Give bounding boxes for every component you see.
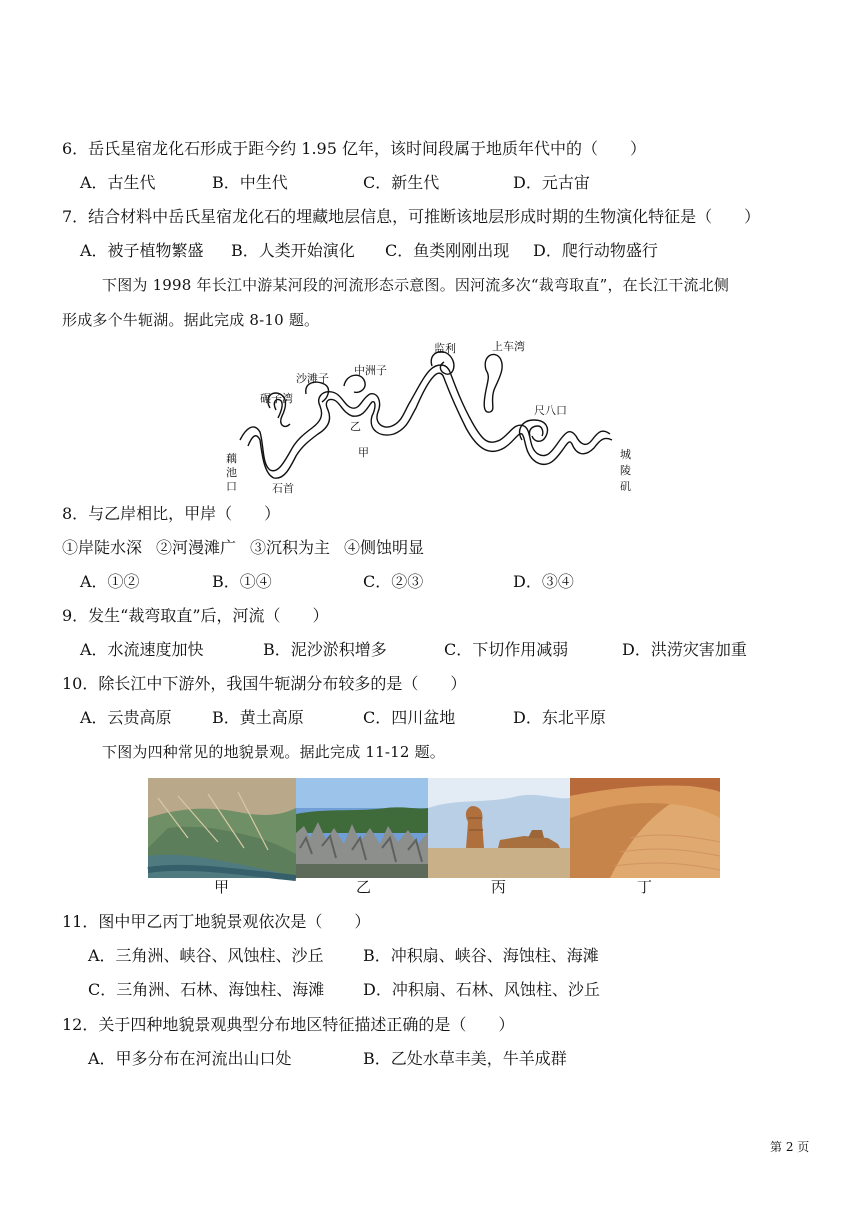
q8-options: [80, 572, 780, 592]
q10-option-a: A．云贵高原: [80, 708, 172, 727]
q6-options: [80, 173, 780, 193]
q9-stem: 9．发生“裁弯取直”后，河流（ ）: [62, 606, 329, 625]
q6-option-d: D．元古宙: [513, 173, 590, 192]
label-jianli: 监利: [434, 342, 456, 355]
q9-option-a: A．水流速度加快: [80, 640, 204, 659]
q7-option-c: C．鱼类刚刚出现: [385, 241, 510, 260]
label-shishou: 石首: [272, 482, 294, 495]
label-shatanzi: 沙滩子: [296, 372, 329, 385]
label-ouchikou-1: 藕: [226, 452, 237, 465]
q12-options: [88, 1049, 788, 1069]
label-ouchikou-2: 池: [226, 466, 237, 479]
photo-wind-eroded-pillar: [428, 778, 570, 878]
q8-statements: [62, 538, 438, 558]
landform-photo-strip: [148, 778, 720, 878]
q10-stem: 10．除长江中下游外，我国牛轭湖分布较多的是（ ）: [62, 674, 467, 693]
q11-option-a: A．三角洲、峡谷、风蚀柱、沙丘: [88, 946, 324, 965]
q6-option-b: B．中生代: [212, 173, 288, 192]
q10-option-b: B．黄土高原: [212, 708, 304, 727]
label-chenglingji-1: 城: [620, 448, 631, 461]
q8-statement-3: ③沉积为主: [250, 538, 331, 557]
q8-option-c: C．②③: [363, 572, 424, 591]
q8-statement-2: ②河漫滩广: [156, 538, 237, 557]
intro-8-10-line1: 下图为 1998 年长江中游某河段的河流形态示意图。因河流多次“裁弯取直”，在长江干流北侧: [102, 276, 730, 294]
label-tiaoziwan: 碾子湾: [260, 392, 293, 405]
q12-option-b: B．乙处水草丰美，牛羊成群: [363, 1049, 567, 1068]
q8-option-b: B．①④: [212, 572, 272, 591]
q10-options: [80, 708, 780, 728]
q11-option-c: C．三角洲、石林、海蚀柱、海滩: [88, 980, 325, 999]
q12-stem: 12．关于四种地貌景观典型分布地区特征描述正确的是（ ）: [62, 1015, 515, 1034]
q7-option-b: B．人类开始演化: [231, 241, 355, 260]
q8-statement-4: ④侧蚀明显: [344, 538, 425, 557]
q10-option-c: C．四川盆地: [363, 708, 456, 727]
label-chibakou: 尺八口: [534, 404, 567, 417]
caption-yi: 乙: [356, 878, 372, 896]
label-zhongzhouzi: 中洲子: [354, 364, 387, 377]
q11-option-b: B．冲积扇、峡谷、海蚀柱、海滩: [363, 946, 599, 965]
q11-option-d: D．冲积扇、石林、风蚀柱、沙丘: [363, 980, 600, 999]
q9-option-b: B．泥沙淤积增多: [263, 640, 387, 659]
q8-stem: 8．与乙岸相比，甲岸（ ）: [62, 504, 281, 523]
q11-stem: 11．图中甲乙丙丁地貌景观依次是（ ）: [62, 912, 371, 931]
label-ouchikou-3: 口: [226, 480, 237, 493]
q7-option-a: A．被子植物繁盛: [80, 241, 204, 260]
q7-options: [80, 241, 800, 261]
caption-bing: 丙: [491, 878, 507, 896]
label-yi: 乙: [350, 420, 361, 433]
q11-options-row2: [88, 980, 788, 1000]
q7-option-d: D．爬行动物盛行: [533, 241, 658, 260]
caption-jia: 甲: [214, 878, 230, 896]
q6-option-c: C．新生代: [363, 173, 440, 192]
q9-option-d: D．洪涝灾害加重: [622, 640, 747, 659]
photo-delta: [148, 778, 296, 878]
intro-8-10-line2: 形成多个牛轭湖。据此完成 8-10 题。: [62, 311, 320, 329]
caption-ding: 丁: [637, 878, 653, 896]
q12-option-a: A．甲多分布在河流出山口处: [88, 1049, 292, 1068]
q8-statement-1: ①岸陡水深: [62, 538, 143, 557]
q7-stem: 7．结合材料中岳氏星宿龙化石的埋藏地层信息，可推断该地层形成时期的生物演化特征是（ ）: [62, 207, 761, 226]
label-shangchewan: 上车湾: [492, 340, 525, 353]
photo-sand-dune: [570, 778, 720, 878]
q11-options-row1: [88, 946, 788, 966]
photo-stone-forest: [296, 778, 428, 878]
q6-stem: 6．岳氏星宿龙化石形成于距今约 1.95 亿年，该时间段属于地质年代中的（ ）: [62, 139, 646, 158]
q8-option-d: D．③④: [513, 572, 574, 591]
page-number: 第 2 页: [770, 1140, 810, 1154]
oxbow-lakes: [268, 352, 548, 442]
q10-option-d: D．东北平原: [513, 708, 606, 727]
river-morphology-map: [226, 336, 632, 496]
q6-option-a: A．古生代: [80, 173, 156, 192]
intro-11-12: 下图为四种常见的地貌景观。据此完成 11-12 题。: [102, 743, 445, 761]
q9-option-c: C．下切作用减弱: [444, 640, 569, 659]
q9-options: [80, 640, 800, 660]
label-jia: 甲: [358, 446, 369, 459]
q8-option-a: A．①②: [80, 572, 140, 591]
label-chenglingji-2: 陵: [620, 464, 631, 477]
label-chenglingji-3: 矶: [620, 480, 631, 493]
